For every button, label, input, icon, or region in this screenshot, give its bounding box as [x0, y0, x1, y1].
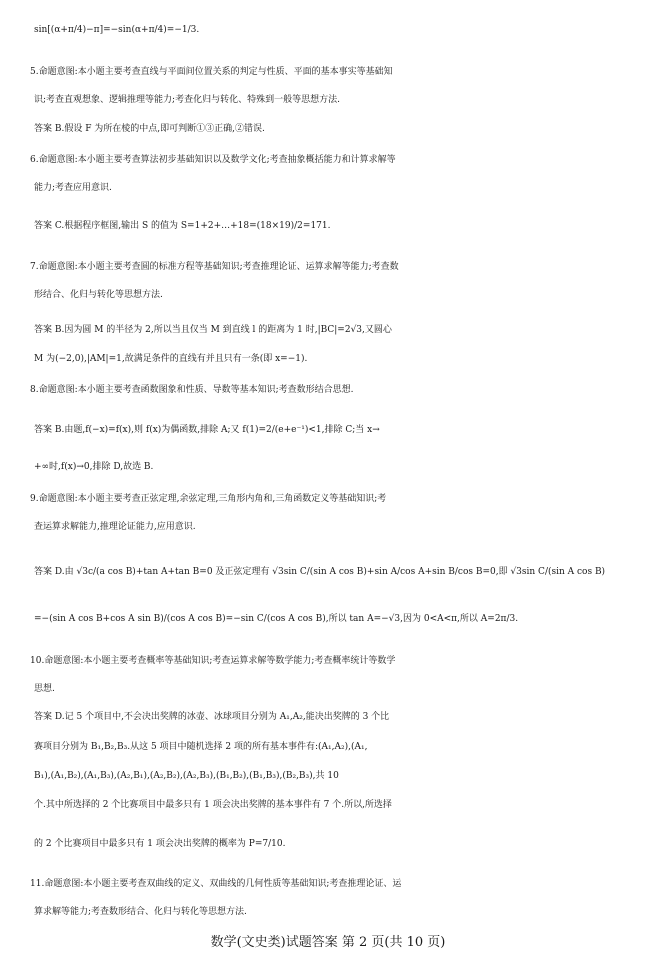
text-line: 的 2 个比赛项目中最多只有 1 项会决出奖牌的概率为 P=7/10.	[34, 839, 286, 849]
question-5-intent: 5.命题意图:本小题主要考查直线与平面间位置关系的判定与性质、平面的基本事实等基础知	[30, 67, 393, 77]
answer-8: 答案 B.由题,f(−x)=f(x),则 f(x)为偶函数,排除 A;又 f(1)=2/(e+e⁻¹)<1,排除 C;当 x→	[34, 425, 380, 435]
question-7-intent: 7.命题意图:本小题主要考查圆的标准方程等基础知识;考查推理论证、运算求解等能力;考查数	[30, 262, 399, 272]
text-line: 能力;考查应用意识.	[34, 183, 112, 193]
text-line: =−(sin A cos B+cos A sin B)/(cos A cos B)=−sin C/(cos A cos B),所以 tan A=−√3,因为 0<A<π,所以 A=2π/3.	[34, 614, 519, 624]
text-line: 查运算求解能力,推理论证能力,应用意识.	[34, 522, 196, 532]
page-footer: 数学(文史类)试题答案 第 2 页(共 10 页)	[210, 935, 446, 950]
text-line: +∞时,f(x)→0,排除 D,故选 B.	[34, 462, 154, 472]
answer-10: 答案 D.记 5 个项目中,不会决出奖牌的冰壶、冰球项目分别为 A₁,A₂,能决出奖牌的 3 个比	[34, 712, 390, 722]
text-line: 形结合、化归与转化等思想方法.	[34, 290, 163, 300]
math-line: sin[(α+π/4)−π]=−sin(α+π/4)=−1/3.	[34, 25, 200, 35]
text-line: 赛项目分别为 B₁,B₂,B₃.从这 5 项目中随机选择 2 项的所有基本事件有:(A₁,A₂),(A₁,	[34, 742, 368, 752]
question-9-intent: 9.命题意图:本小题主要考查正弦定理,余弦定理,三角形内角和,三角函数定义等基础知识;考	[30, 494, 387, 504]
question-10-intent: 10.命题意图:本小题主要考查概率等基础知识;考查运算求解等数学能力;考查概率统计等数学	[30, 656, 396, 666]
text-line: M 为(−2,0),|AM|=1,故满足条件的直线有并且只有一条(即 x=−1).	[34, 354, 308, 364]
answer-7: 答案 B.因为圆 M 的半径为 2,所以当且仅当 M 到直线 l 的距离为 1 时,|BC|=2√3,又圆心	[34, 325, 392, 335]
text-line: B₁),(A₁,B₂),(A₁,B₃),(A₂,B₁),(A₂,B₂),(A₂,B₃),(B₁,B₂),(B₁,B₃),(B₂,B₃),共 10	[34, 771, 339, 781]
question-6-intent: 6.命题意图:本小题主要考查算法初步基础知识以及数学文化;考查抽象概括能力和计算求解等	[30, 155, 396, 165]
question-11-intent: 11.命题意图:本小题主要考查双曲线的定义、双曲线的几何性质等基础知识;考查推理论证、运	[30, 879, 402, 889]
text-line: 算求解等能力;考查数形结合、化归与转化等思想方法.	[34, 907, 247, 917]
question-8-intent: 8.命题意图:本小题主要考查函数图象和性质、导数等基本知识;考查数形结合思想.	[30, 385, 354, 395]
text-line: 识;考查直观想象、逻辑推理等能力;考查化归与转化、特殊到一般等思想方法.	[34, 95, 340, 105]
text-line: 个.其中所选择的 2 个比赛项目中最多只有 1 项会决出奖牌的基本事件有 7 个.所以,所选择	[34, 800, 392, 810]
answer-5: 答案 B.假设 F 为所在棱的中点,即可判断①③正确,②错误.	[34, 124, 265, 134]
text-line: 思想.	[34, 684, 55, 694]
answer-6: 答案 C.根据程序框图,输出 S 的值为 S=1+2+…+18=(18×19)/2=171.	[34, 221, 331, 231]
answer-9: 答案 D.由 √3c/(a cos B)+tan A+tan B=0 及正弦定理有 √3sin C/(sin A cos B)+sin A/cos A+sin B/cos B=0,即 √3sin C/(sin A cos B)	[34, 567, 606, 577]
